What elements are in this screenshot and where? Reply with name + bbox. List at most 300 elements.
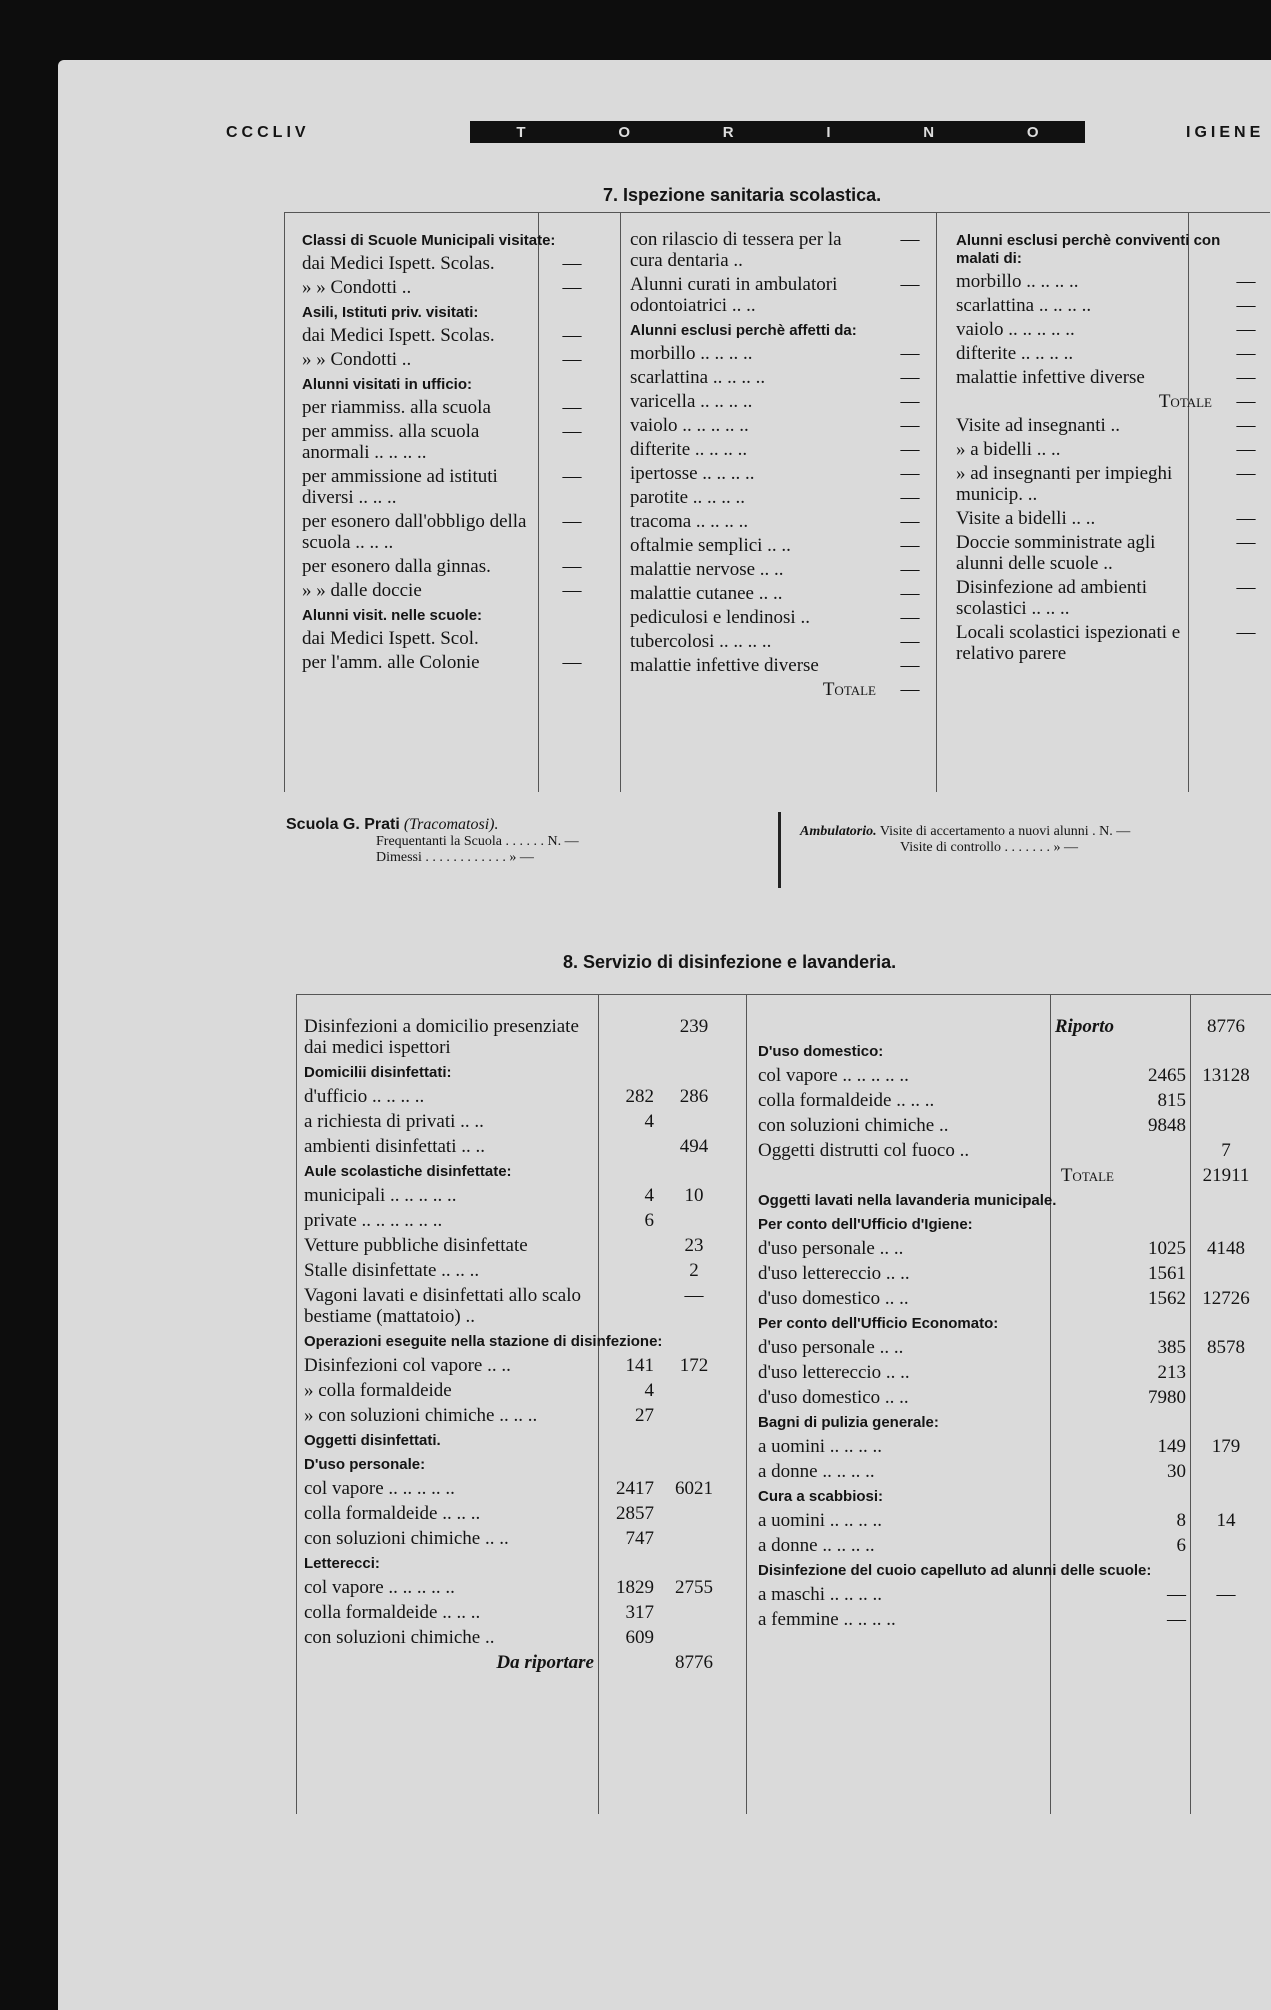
row-subvalue: 149 (1157, 1436, 1186, 1457)
row-label: per esonero dalla ginnas. (302, 556, 491, 577)
row-label: Totale (1158, 391, 1212, 412)
table-row (758, 1337, 1266, 1358)
row-label: a uomini .. .. .. .. (758, 1510, 883, 1531)
table-row (630, 583, 930, 604)
column-heading: Oggetti disinfettati. (304, 1432, 441, 1449)
table-row (304, 1285, 734, 1327)
row-label: con soluzioni chimiche .. (304, 1627, 495, 1648)
row-label: oftalmie semplici .. .. (630, 535, 791, 556)
row-label: Visite ad insegnanti .. (956, 415, 1121, 436)
table-rule (296, 994, 1271, 995)
row-label: malattie infettive diverse (630, 655, 819, 676)
table-row (304, 1380, 734, 1401)
table-row (956, 439, 1266, 460)
row-label: parotite .. .. .. .. (630, 487, 746, 508)
table-row (304, 1111, 734, 1132)
row-label: d'uso domestico .. .. (758, 1387, 909, 1408)
row-label: morbillo .. .. .. .. (630, 343, 753, 364)
section8-title: 8. Servizio di disinfezione e lavanderia. (563, 952, 897, 972)
row-value: — (562, 277, 582, 298)
row-label: per esonero dall'obbligo della scuola .. .. .. (302, 511, 527, 553)
row-label: » ad insegnanti per impieghi municip. .. (956, 463, 1173, 505)
row-value: 14 (1216, 1510, 1236, 1531)
column-heading: Aule scolastiche disinfettate: (304, 1163, 512, 1180)
row-subvalue: 1025 (1148, 1238, 1186, 1259)
row-subvalue: 815 (1157, 1090, 1186, 1111)
row-subvalue: 7980 (1148, 1387, 1186, 1408)
row-label: Disinfezioni a domicilio presenziate dai medici ispettori (304, 1016, 579, 1058)
row-label: difterite .. .. .. .. (956, 343, 1074, 364)
column-heading: Oggetti lavati nella lavanderia municipale. (758, 1192, 1057, 1209)
row-subvalue: 609 (625, 1627, 654, 1648)
row-label: varicella .. .. .. .. (630, 391, 753, 412)
row-label: colla formaldeide .. .. .. (758, 1090, 935, 1111)
row-value: — (562, 397, 582, 418)
table-row (758, 1436, 1266, 1457)
section7-column-2 (630, 226, 930, 700)
row-value: — (900, 463, 920, 484)
section8-left (304, 1012, 734, 1673)
row-value: 10 (684, 1185, 704, 1206)
table-row (956, 463, 1266, 505)
section7-column-1 (302, 226, 592, 673)
column-heading: Alunni esclusi perchè affetti da: (630, 322, 857, 339)
row-label: pediculosi e lendinosi .. (630, 607, 810, 628)
table-row (758, 1584, 1266, 1605)
row-value: — (684, 1285, 704, 1306)
row-value: 21911 (1202, 1165, 1250, 1186)
row-label: con soluzioni chimiche .. .. (304, 1528, 509, 1549)
table-row (758, 1140, 1266, 1161)
row-label: a donne .. .. .. .. (758, 1461, 875, 1482)
table-rule (296, 994, 297, 1814)
row-label: vaiolo .. .. .. .. .. (630, 415, 749, 436)
table-row (758, 1065, 1266, 1086)
row-subvalue: 30 (1167, 1461, 1186, 1482)
table-row (956, 367, 1266, 388)
row-value: — (1236, 508, 1256, 529)
row-value: 6021 (675, 1478, 713, 1499)
table-row (758, 1461, 1266, 1482)
row-label: malattie nervose .. .. (630, 559, 784, 580)
row-subvalue: 317 (625, 1602, 654, 1623)
row-label: d'ufficio .. .. .. .. (304, 1086, 425, 1107)
row-label: Oggetti distrutti col fuoco .. (758, 1140, 970, 1161)
row-subvalue: 6 (1176, 1535, 1186, 1556)
row-label: Vagoni lavati e disinfettati allo scalo bestiame (mattatoio) .. (304, 1285, 582, 1327)
note-right-row: Visite di accertamento a nuovi alunni . N. (879, 824, 1113, 839)
row-label: Disinfezioni col vapore .. .. (304, 1355, 511, 1376)
row-value: — (1236, 295, 1256, 316)
row-value: — (562, 253, 582, 274)
table-row (956, 532, 1266, 574)
row-subvalue: 8 (1176, 1510, 1186, 1531)
row-label: tracoma .. .. .. .. (630, 511, 749, 532)
row-label: municipali .. .. .. .. .. (304, 1185, 457, 1206)
row-label: Locali scolastici ispezionati e relativo parere (956, 622, 1181, 664)
row-label: dai Medici Ispett. Scolas. (302, 253, 495, 274)
row-value: — (562, 349, 582, 370)
table-row (956, 577, 1266, 619)
note-left-value: — (519, 850, 534, 865)
row-subvalue: — (1167, 1609, 1186, 1630)
row-value: 8776 (675, 1652, 713, 1673)
table-row (630, 535, 930, 556)
band-letter: R (722, 123, 734, 141)
table-row (304, 1235, 734, 1256)
row-label: con soluzioni chimiche .. (758, 1115, 949, 1136)
table-row (630, 511, 930, 532)
table-row (304, 1528, 734, 1549)
row-value: — (1236, 463, 1256, 484)
table-row (956, 622, 1266, 664)
table-row (758, 1362, 1266, 1383)
table-row (304, 1185, 734, 1206)
row-value: — (900, 607, 920, 628)
row-label: colla formaldeide .. .. .. (304, 1503, 481, 1524)
row-subvalue: 1829 (616, 1577, 654, 1598)
row-label: Totale (822, 679, 876, 700)
row-value: — (900, 559, 920, 580)
row-label: tubercolosi .. .. .. .. (630, 631, 772, 652)
note-left-title: Scuola G. Prati (286, 816, 400, 833)
row-label: Da riportare (496, 1652, 594, 1673)
row-value: — (562, 580, 582, 601)
table-row (302, 349, 592, 370)
row-value: — (1236, 391, 1256, 412)
table-row (758, 1115, 1266, 1136)
row-subvalue: 6 (644, 1210, 654, 1231)
note-right-value: — (1116, 824, 1131, 839)
column-heading: Alunni esclusi perchè conviventi con malati di: (956, 232, 1221, 267)
row-label: con rilascio di tessera per la cura dentaria .. (630, 229, 842, 271)
row-value: 13128 (1202, 1065, 1250, 1086)
row-value: — (900, 343, 920, 364)
table-row (304, 1016, 734, 1058)
row-label: d'uso domestico .. .. (758, 1288, 909, 1309)
column-heading: Per conto dell'Ufficio d'Igiene: (758, 1216, 973, 1233)
row-value: — (1236, 343, 1256, 364)
table-row (758, 1263, 1266, 1284)
column-heading: Cura a scabbiosi: (758, 1488, 884, 1505)
row-label: Alunni curati in ambulatori odontoiatrici .. .. (630, 274, 838, 316)
table-row (304, 1260, 734, 1281)
table-row (758, 1609, 1266, 1630)
table-row (956, 415, 1266, 436)
row-value: — (900, 655, 920, 676)
row-label: d'uso personale .. .. (758, 1337, 904, 1358)
note-right (800, 824, 1270, 856)
row-label: ipertosse .. .. .. .. (630, 463, 755, 484)
row-value: 12726 (1202, 1288, 1250, 1309)
table-rule (284, 212, 285, 792)
row-subvalue: 9848 (1148, 1115, 1186, 1136)
table-row (630, 274, 930, 316)
table-row (304, 1652, 734, 1673)
row-value: — (900, 439, 920, 460)
row-value: — (1236, 532, 1256, 553)
row-label: d'uso lettereccio .. .. (758, 1362, 910, 1383)
row-label: vaiolo .. .. .. .. .. (956, 319, 1075, 340)
column-heading: Letterecci: (304, 1555, 380, 1572)
row-value: — (900, 415, 920, 436)
row-label: per ammiss. alla scuola anormali .. .. .. .. (302, 421, 480, 463)
row-label: col vapore .. .. .. .. .. (304, 1577, 455, 1598)
row-subvalue: 4 (644, 1185, 654, 1206)
note-right-value: — (1064, 840, 1079, 855)
page-number: CCCLIV (226, 124, 310, 141)
row-value: 7 (1221, 1140, 1231, 1161)
row-label: dai Medici Ispett. Scolas. (302, 325, 495, 346)
note-right-row: Visite di controllo . . . . . . . » (900, 840, 1061, 855)
note-right-label: Ambulatorio. (800, 824, 877, 839)
row-label: d'uso lettereccio .. .. (758, 1263, 910, 1284)
table-row (302, 397, 592, 418)
row-label: » » Condotti .. (302, 349, 412, 370)
row-subvalue: 1562 (1148, 1288, 1186, 1309)
column-heading: D'uso domestico: (758, 1043, 884, 1060)
row-value: — (900, 367, 920, 388)
row-label: Riporto (1054, 1016, 1114, 1037)
table-row (630, 343, 930, 364)
row-label: Disinfezione ad ambienti scolastici .. .. .. (956, 577, 1147, 619)
row-value: — (562, 325, 582, 346)
row-value: — (900, 274, 920, 295)
row-label: a donne .. .. .. .. (758, 1535, 875, 1556)
row-label: a uomini .. .. .. .. (758, 1436, 883, 1457)
note-left-value: — (564, 834, 579, 849)
row-label: malattie cutanee .. .. (630, 583, 783, 604)
table-row (304, 1602, 734, 1623)
table-row (304, 1086, 734, 1107)
row-value: 286 (679, 1086, 709, 1107)
band-letter: T (516, 123, 526, 141)
section7-column-3 (956, 226, 1266, 664)
column-heading: Per conto dell'Ufficio Economato: (758, 1315, 999, 1332)
row-value: — (562, 466, 582, 487)
row-label: » a bidelli .. .. (956, 439, 1061, 460)
table-row (302, 277, 592, 298)
row-value: — (900, 391, 920, 412)
table-row (758, 1510, 1266, 1531)
row-value: — (900, 487, 920, 508)
table-rule (284, 212, 1270, 213)
section8-right (758, 1012, 1266, 1630)
row-value: — (562, 421, 582, 442)
table-row (630, 367, 930, 388)
row-value: — (1236, 577, 1256, 598)
table-row (304, 1478, 734, 1499)
note-left (286, 816, 579, 866)
table-row (758, 1165, 1266, 1186)
section-label: IGIENE (1186, 124, 1265, 141)
row-value: 8776 (1207, 1016, 1245, 1037)
band-letter: N (923, 123, 935, 141)
table-row (304, 1210, 734, 1231)
row-value: 2755 (675, 1577, 713, 1598)
table-row (956, 295, 1266, 316)
row-value: — (900, 679, 920, 700)
column-heading: D'uso personale: (304, 1456, 426, 1473)
row-label: per riammiss. alla scuola (302, 397, 491, 418)
row-value: — (1236, 271, 1256, 292)
row-value: 239 (679, 1016, 709, 1037)
band-letter: O (1026, 123, 1039, 141)
table-row (630, 439, 930, 460)
row-label: » colla formaldeide (304, 1380, 452, 1401)
row-value: 179 (1211, 1436, 1241, 1457)
row-value: 8578 (1207, 1337, 1245, 1358)
table-row (302, 466, 592, 508)
table-row (630, 463, 930, 484)
row-subvalue: 27 (635, 1405, 654, 1426)
table-row (302, 421, 592, 463)
row-label: » » dalle doccie (302, 580, 422, 601)
row-subvalue: 2465 (1148, 1065, 1186, 1086)
row-subvalue: 282 (625, 1086, 654, 1107)
table-row (302, 556, 592, 577)
note-left-row: Frequentanti la Scuola . . . . . . N. (376, 834, 562, 849)
table-row (956, 319, 1266, 340)
table-rule (746, 994, 747, 1814)
row-label: » » Condotti .. (302, 277, 412, 298)
row-subvalue: 4 (644, 1111, 654, 1132)
table-row (630, 655, 930, 676)
table-row (758, 1288, 1266, 1309)
row-value: — (562, 556, 582, 577)
row-value: — (562, 511, 582, 532)
row-value: 4148 (1207, 1238, 1245, 1259)
table-row (758, 1387, 1266, 1408)
row-label: a richiesta di privati .. .. (304, 1111, 484, 1132)
row-label: malattie infettive diverse (956, 367, 1145, 388)
row-subvalue: 385 (1157, 1337, 1186, 1358)
row-label: difterite .. .. .. .. (630, 439, 748, 460)
table-row (302, 652, 592, 673)
row-subvalue: 2857 (616, 1503, 654, 1524)
band-letter: O (618, 123, 630, 141)
row-label: Visite a bidelli .. .. (956, 508, 1096, 529)
row-value: — (900, 583, 920, 604)
row-value: — (1236, 415, 1256, 436)
row-value: — (1236, 439, 1256, 460)
table-row (630, 415, 930, 436)
table-rule (936, 212, 937, 792)
column-heading: Operazioni eseguite nella stazione di disinfezione: (304, 1333, 663, 1350)
note-divider (778, 812, 781, 888)
table-row (304, 1627, 734, 1648)
row-subvalue: 141 (625, 1355, 654, 1376)
table-row (630, 391, 930, 412)
column-heading: Classi di Scuole Municipali visitate: (302, 232, 556, 249)
column-heading: Asili, Istituti priv. visitati: (302, 304, 479, 321)
table-row (758, 1535, 1266, 1556)
row-label: Vetture pubbliche disinfettate (304, 1235, 528, 1256)
row-label: d'uso personale .. .. (758, 1238, 904, 1259)
row-subvalue: — (1167, 1584, 1186, 1605)
table-row (630, 229, 930, 271)
row-label: col vapore .. .. .. .. .. (758, 1065, 909, 1086)
table-row (630, 607, 930, 628)
row-label: » con soluzioni chimiche .. .. .. (304, 1405, 538, 1426)
row-value: — (1236, 622, 1256, 643)
table-row (956, 508, 1266, 529)
row-label: col vapore .. .. .. .. .. (304, 1478, 455, 1499)
column-heading: Alunni visitati in ufficio: (302, 376, 472, 393)
table-row (304, 1355, 734, 1376)
row-value: — (1216, 1584, 1236, 1605)
row-value: — (900, 631, 920, 652)
row-value: — (900, 535, 920, 556)
row-value: — (900, 511, 920, 532)
column-heading: Bagni di pulizia generale: (758, 1414, 939, 1431)
section7-title: 7. Ispezione sanitaria scolastica. (603, 185, 882, 205)
row-subvalue: 747 (625, 1528, 654, 1549)
row-subvalue: 1561 (1148, 1263, 1186, 1284)
row-label: Totale (1060, 1165, 1114, 1186)
row-value: 172 (679, 1355, 709, 1376)
column-heading: Disinfezione del cuoio capelluto ad alunni delle scuole: (758, 1562, 1152, 1579)
row-label: colla formaldeide .. .. .. (304, 1602, 481, 1623)
table-row (304, 1503, 734, 1524)
row-label: per ammissione ad istituti diversi .. .. .. (302, 466, 498, 508)
row-label: private .. .. .. .. .. .. (304, 1210, 443, 1231)
table-rule (620, 212, 621, 792)
table-row (758, 1016, 1266, 1037)
row-value: 23 (684, 1235, 704, 1256)
row-label: a femmine .. .. .. .. (758, 1609, 896, 1630)
band-letter: I (826, 123, 831, 141)
row-label: a maschi .. .. .. .. (758, 1584, 883, 1605)
row-label: dai Medici Ispett. Scol. (302, 628, 479, 649)
table-row (302, 253, 592, 274)
column-heading: Domicilii disinfettati: (304, 1064, 452, 1081)
row-value: — (562, 652, 582, 673)
note-left-row: Dimessi . . . . . . . . . . . . » (376, 850, 517, 865)
table-row (956, 391, 1266, 412)
row-label: ambienti disinfettati .. .. (304, 1136, 485, 1157)
table-row (956, 271, 1266, 292)
column-heading: Alunni visit. nelle scuole: (302, 607, 483, 624)
row-label: Stalle disinfettate .. .. .. (304, 1260, 480, 1281)
table-row (304, 1136, 734, 1157)
table-row (956, 343, 1266, 364)
row-value: 2 (689, 1260, 699, 1281)
table-row (304, 1577, 734, 1598)
row-subvalue: 4 (644, 1380, 654, 1401)
table-row (630, 487, 930, 508)
row-label: scarlattina .. .. .. .. (630, 367, 766, 388)
table-row (630, 631, 930, 652)
table-row (302, 628, 592, 649)
row-value: — (1236, 367, 1256, 388)
row-label: scarlattina .. .. .. .. (956, 295, 1092, 316)
row-subvalue: 213 (1157, 1362, 1186, 1383)
table-row (304, 1405, 734, 1426)
row-label: morbillo .. .. .. .. (956, 271, 1079, 292)
row-value: — (900, 229, 920, 250)
row-value: 494 (679, 1136, 709, 1157)
table-row (302, 580, 592, 601)
note-left-sub: (Tracomatosi). (403, 816, 499, 833)
table-row (302, 511, 592, 553)
row-label: per l'amm. alle Colonie (302, 652, 480, 673)
table-row (758, 1238, 1266, 1259)
table-row (758, 1090, 1266, 1111)
header-band (470, 121, 1085, 143)
table-row (630, 679, 930, 700)
table-row (302, 325, 592, 346)
